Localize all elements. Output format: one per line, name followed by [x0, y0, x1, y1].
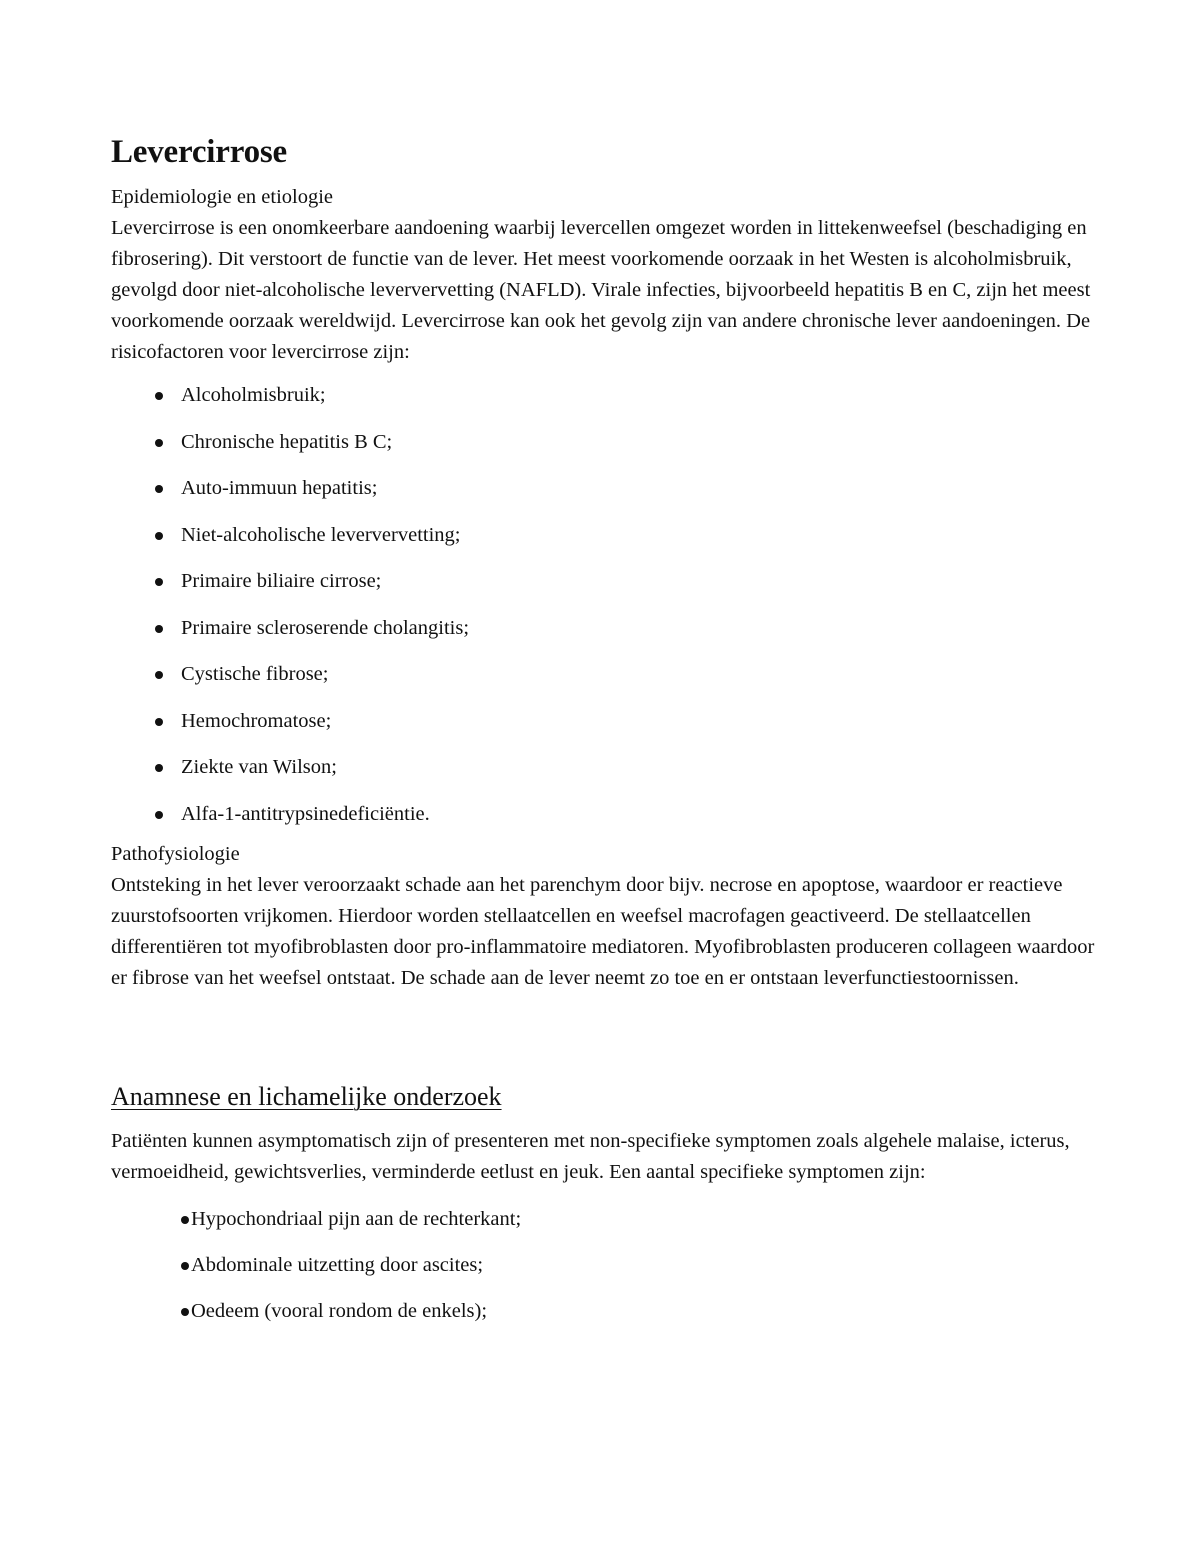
paragraph-anamnese: Patiënten kunnen asymptomatisch zijn of presenteren met non-specifieke symptomen zoals algehele malaise, icterus, vermoeidheid, gewichtsverlies, verminderde eetlust en jeuk. Een aantal specifieke symptomen zijn:: [111, 1130, 1070, 1183]
risk-factor-list: [111, 380, 1101, 830]
bullet-icon: [155, 439, 163, 447]
list-item-label: Alfa-1-antitrypsinedeficiëntie.: [181, 802, 430, 825]
paragraph-epidemiologie: Levercirrose is een onomkeerbare aandoening waarbij levercellen omgezet worden in littekenweefsel (beschadiging en fibrosering). Dit verstoort de functie van de lever. Het meest voorkomende oorzaak in het Westen is alcoholmisbruik, gevolgd door niet-alcoholische leververvetting (NAFLD). Virale infecties, bijvoorbeeld hepatitis B en C, zijn het meest voorkomende oorzaak wereldwijd. Levercirrose kan ook het gevolg zijn van andere chronische lever aandoeningen. De risicofactoren voor levercirrose zijn:: [111, 217, 1091, 363]
list-item-label: Oedeem (vooral rondom de enkels);: [191, 1300, 488, 1322]
bullet-icon: [155, 625, 163, 633]
list-item-label: Primaire scleroserende cholangitis;: [181, 616, 470, 639]
list-item-label: Hemochromatose;: [181, 709, 332, 732]
subheading-epidemiologie: Epidemiologie en etiologie: [111, 186, 334, 208]
bullet-icon: [155, 485, 163, 493]
list-item: [111, 1250, 1101, 1281]
list-item: [111, 799, 1101, 830]
list-item-label: Primaire biliaire cirrose;: [181, 570, 382, 592]
bullet-icon: [155, 811, 163, 819]
bullet-icon: [155, 578, 163, 586]
bullet-icon: [155, 532, 163, 540]
list-item: [111, 1296, 1101, 1327]
document-title: Levercirrose: [111, 134, 287, 170]
list-item-label: Alcoholmisbruik;: [181, 384, 326, 406]
list-item: [111, 380, 1101, 411]
list-item: [111, 613, 1101, 644]
list-item: [111, 473, 1101, 504]
bullet-icon: [181, 1308, 189, 1316]
list-item: [111, 1204, 1101, 1235]
list-item-label: Chronische hepatitis B C;: [181, 430, 393, 453]
bullet-icon: [155, 392, 163, 400]
list-item-label: Ziekte van Wilson;: [181, 756, 337, 778]
list-item: [111, 706, 1101, 737]
list-item-label: Abdominale uitzetting door ascites;: [191, 1254, 484, 1276]
list-item: [111, 752, 1101, 783]
paragraph-pathofysiologie: Ontsteking in het lever veroorzaakt schade aan het parenchym door bijv. necrose en apoptose, waardoor er reactieve zuurstofsoorten vrijkomen. Hierdoor worden stellaatcellen en weefsel macrofagen geactiveerd. De stellaatcellen differentiëren tot myofibroblasten door pro-inflammatoire mediatoren. Myofibroblasten produceren collageen waardoor er fibrose van het weefsel ontstaat. De schade aan de lever neemt zo toe en er ontstaan leverfunctiestoornissen.: [111, 874, 1095, 989]
list-item-label: Cystische fibrose;: [181, 663, 329, 685]
bullet-icon: [155, 764, 163, 772]
subheading-pathofysiologie: Pathofysiologie: [111, 843, 240, 865]
list-item: [111, 659, 1101, 690]
list-item-label: Auto-immuun hepatitis;: [181, 477, 378, 499]
document-page: [111, 130, 1101, 1342]
list-item-label: Hypochondriaal pijn aan de rechterkant;: [191, 1208, 522, 1230]
list-item: [111, 566, 1101, 597]
list-item: [111, 427, 1101, 458]
bullet-icon: [181, 1216, 189, 1224]
section-heading-anamnese: Anamnese en lichamelijke onderzoek: [111, 1082, 502, 1111]
list-item: [111, 520, 1101, 551]
bullet-icon: [155, 671, 163, 679]
bullet-icon: [155, 718, 163, 726]
bullet-icon: [181, 1262, 189, 1270]
symptom-list: [111, 1204, 1101, 1327]
list-item-label: Niet-alcoholische leververvetting;: [181, 523, 461, 546]
